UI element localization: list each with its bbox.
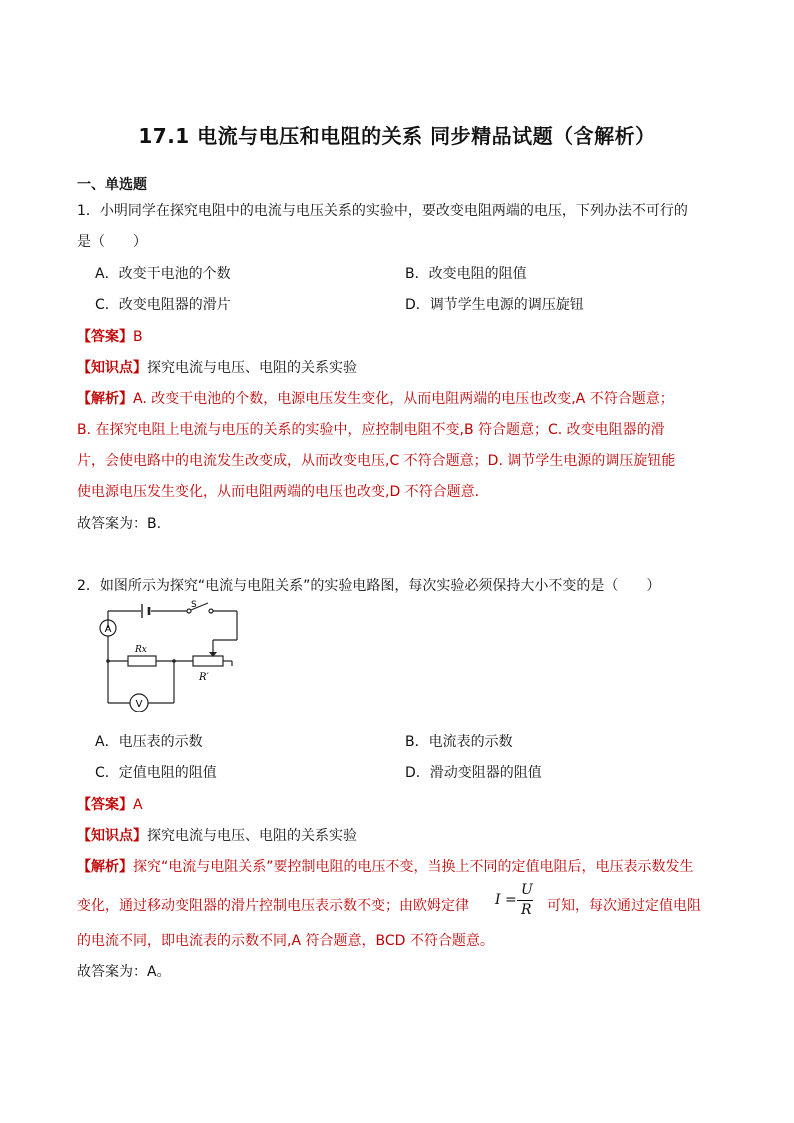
q1-analysis-line2: B. 在探究电阻上电流与电压的关系的实验中，应控制电阻不变,B 符合题意；C. 改变电阻器的滑 [77, 422, 665, 438]
q2-answer [77, 794, 143, 814]
q2-stem: 2．如图所示为探究“电流与电阻关系”的实验电路图，每次实验必须保持大小不变的是（ ） [77, 578, 661, 594]
circuit-diagram [95, 600, 245, 712]
formula-numerator: U [521, 882, 533, 898]
switch-label: S [191, 600, 197, 610]
q1-answer [77, 326, 143, 346]
answer-value: B [133, 329, 143, 345]
q2-analysis-line3: 的电流不同，即电流表的示数不同,A 符合题意，BCD 不符合题意。 [77, 933, 494, 949]
formula-lhs: I = [495, 892, 517, 908]
knowledge-tag: 【知识点】 [77, 828, 147, 844]
q2-knowledge [77, 825, 357, 845]
q2-analysis-line1 [77, 856, 694, 876]
rheostat-label: R′ [199, 672, 209, 683]
q1-option-b: B．改变电阻的阻值 [405, 266, 527, 282]
q2-option-b: B．电流表的示数 [405, 734, 513, 750]
q2-final-answer: 故答案为：A。 [77, 964, 171, 980]
section-heading: 一、单选题 [77, 177, 147, 193]
q1-analysis-line1 [77, 388, 674, 408]
voltmeter-label: V [135, 699, 143, 710]
q2-analysis-line2a: 变化，通过移动变阻器的滑片控制电压表示数不变；由欧姆定律 [77, 898, 469, 914]
q1-option-a: A．改变干电池的个数 [95, 266, 231, 282]
analysis-tag: 【解析】 [77, 859, 133, 875]
q2-option-c: C．定值电阻的阻值 [95, 765, 217, 781]
formula-denominator: R [521, 902, 532, 918]
q1-option-c: C．改变电阻器的滑片 [95, 297, 231, 313]
q1-analysis-line3: 片，会使电路中的电流发生改变成，从而改变电压,C 不符合题意；D. 调节学生电源的调压旋钮能 [77, 453, 676, 469]
q2-analysis-line2b: 可知，每次通过定值电阻 [547, 898, 701, 914]
knowledge-value: 探究电流与电压、电阻的关系实验 [147, 828, 357, 844]
knowledge-value: 探究电流与电压、电阻的关系实验 [147, 360, 357, 376]
q1-analysis-line4: 使电源电压发生变化，从而电阻两端的电压也改变,D 不符合题意． [77, 484, 489, 500]
answer-tag: 【答案】 [77, 329, 133, 345]
resistor-label: Rx [135, 645, 147, 655]
answer-value: A [133, 797, 143, 813]
page-title: 17.1 电流与电压和电阻的关系 同步精品试题（含解析） [138, 124, 656, 148]
analysis-text: 探究“电流与电阻关系”要控制电阻的电压不变，当换上不同的定值电阻后，电压表示数发生 [133, 859, 694, 875]
q1-option-d: D．调节学生电源的调压旋钮 [405, 297, 584, 313]
q1-final-answer: 故答案为：B. [77, 516, 162, 532]
ammeter-label: A [104, 624, 112, 635]
analysis-tag: 【解析】 [77, 391, 133, 407]
fraction-bar [517, 900, 533, 901]
ohms-law-formula [495, 880, 539, 920]
q1-stem-line2: 是（ ） [77, 234, 147, 250]
knowledge-tag: 【知识点】 [77, 360, 147, 376]
q2-option-d: D．滑动变阻器的阻值 [405, 765, 542, 781]
answer-tag: 【答案】 [77, 797, 133, 813]
q1-stem-line1: 1．小明同学在探究电阻中的电流与电压关系的实验中，要改变电阻两端的电压，下列办法不可行的 [77, 203, 688, 219]
q2-option-a: A．电压表的示数 [95, 734, 203, 750]
analysis-text: A. 改变干电池的个数，电源电压发生变化，从而电阻两端的电压也改变,A 不符合题意； [133, 391, 674, 407]
q1-knowledge [77, 357, 357, 377]
